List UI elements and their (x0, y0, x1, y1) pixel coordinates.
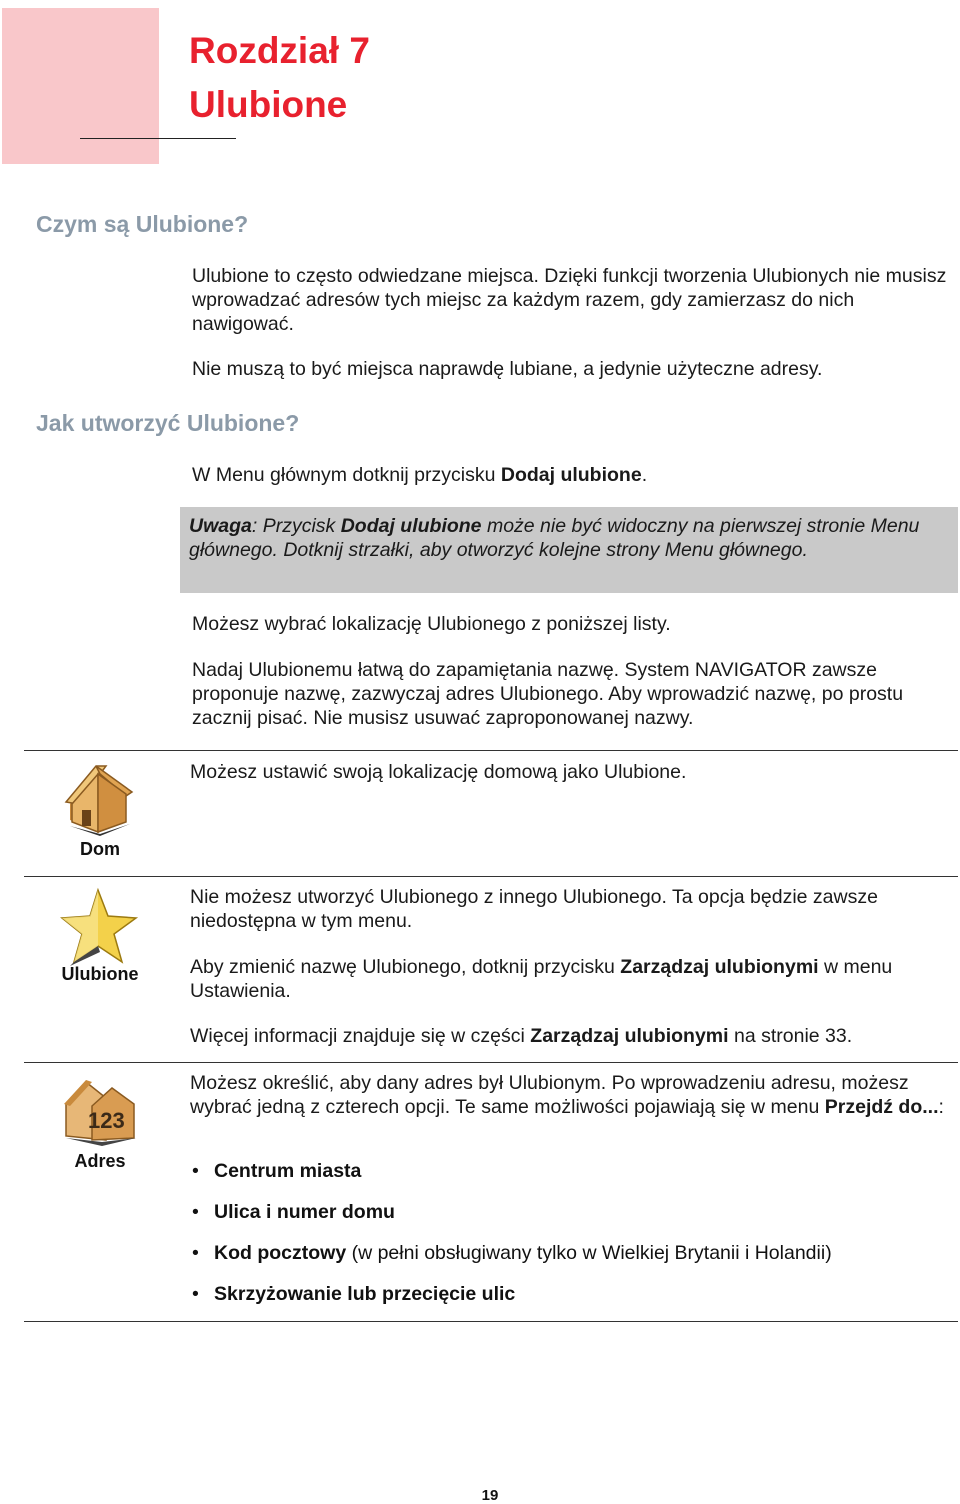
list-item (190, 1199, 950, 1240)
text-bold: Dodaj ulubione (500, 464, 642, 486)
divider (24, 876, 958, 877)
text-segment: : Przycisk (251, 515, 341, 537)
text-bold: Dodaj ulubione (340, 515, 482, 537)
star-icon (60, 886, 140, 966)
option-text-address (190, 1071, 950, 1119)
list-item-bold: Kod pocztowy (214, 1242, 347, 1264)
chapter-name: Ulubione (189, 84, 348, 125)
list-item (190, 1240, 950, 1281)
text-segment: Aby zmienić nazwę Ulubionego, dotknij przycisku (190, 956, 621, 978)
text-segment: : (938, 1096, 944, 1118)
option-label-home: Dom (80, 839, 120, 859)
divider (24, 750, 958, 751)
section-heading-what: Czym są Ulubione? (36, 211, 249, 237)
page-number: 19 (481, 1487, 499, 1504)
home-icon (60, 762, 140, 836)
chapter-divider (80, 138, 236, 139)
paragraph-choose-location: Możesz wybrać lokalizację Ulubionego z poniższej listy. (192, 613, 671, 635)
address-options-list (190, 1158, 950, 1322)
chapter-color-block (2, 8, 159, 164)
text-bold: Przejdź do... (824, 1096, 939, 1118)
divider (24, 1062, 958, 1063)
text-segment: w menu Ustawienia. (190, 956, 893, 1002)
text-segment: Możesz określić, aby dany adres był Ulubionym. Po wprowadzeniu adresu, możesz wybrać jedną z czterech opcji. Te same możliwości pojawiają się w menu (190, 1072, 909, 1118)
address-icon (62, 1076, 140, 1146)
chapter-number: Rozdział 7 (189, 30, 370, 71)
text-segment: Więcej informacji znajduje się w części (190, 1025, 531, 1047)
text-segment: . (641, 464, 648, 486)
option-text-favourite-2 (190, 955, 950, 1003)
option-text-home: Możesz ustawić swoją lokalizację domową jako Ulubione. (190, 761, 687, 783)
divider (24, 1321, 958, 1322)
address-icon-digits: 123 (88, 1108, 125, 1133)
list-item-bold: Centrum miasta (214, 1160, 362, 1182)
list-item-text: (w pełni obsługiwany tylko w Wielkiej Brytanii i Holandii) (346, 1242, 832, 1264)
chapter-title (189, 24, 370, 132)
list-item (190, 1281, 950, 1322)
paragraph-add-favourite (192, 463, 952, 487)
text-bold: Zarządzaj ulubionymi (620, 956, 819, 978)
option-text-favourite-3 (190, 1024, 950, 1048)
note-text (189, 514, 949, 562)
paragraph-useful: Nie muszą to być miejsca naprawdę lubiane, a jedynie użyteczne adresy. (192, 358, 823, 380)
option-label-address: Adres (74, 1151, 126, 1171)
option-text-favourite-1: Nie możesz utworzyć Ulubionego z innego Ulubionego. Ta opcja będzie zawsze niedostępna w tym menu. (190, 886, 878, 932)
option-label-favourite: Ulubione (61, 964, 139, 984)
text-bold: Zarządzaj ulubionymi (530, 1025, 729, 1047)
paragraph-name: Nadaj Ulubionemu łatwą do zapamiętania nazwę. System NAVIGATOR zawsze proponuje nazwę, zazwyczaj adres Ulubionego. Aby wprowadzić nazwę, po prostu zacznij pisać. Nie musisz usuwać zaproponowanej nazwy. (192, 659, 904, 729)
list-item-bold: Ulica i numer domu (214, 1201, 395, 1223)
text-segment: W Menu głównym dotknij przycisku (192, 464, 501, 486)
text-segment: na stronie 33. (728, 1025, 853, 1047)
section-heading-how: Jak utworzyć Ulubione? (36, 410, 300, 436)
text-segment: może nie być widoczny na pierwszej stronie Menu głównego. Dotknij strzałki, aby otworzyć kolejne strony Menu głównego. (189, 515, 920, 561)
paragraph-intro: Ulubione to często odwiedzane miejsca. Dzięki funkcji tworzenia Ulubionych nie musisz wprowadzać adresów tych miejsc za każdym razem, gdy zamierzasz do nich nawigować. (192, 265, 947, 335)
note-label: Uwaga (189, 515, 252, 537)
list-item-bold: Skrzyżowanie lub przecięcie ulic (214, 1283, 516, 1305)
list-item (190, 1158, 950, 1199)
